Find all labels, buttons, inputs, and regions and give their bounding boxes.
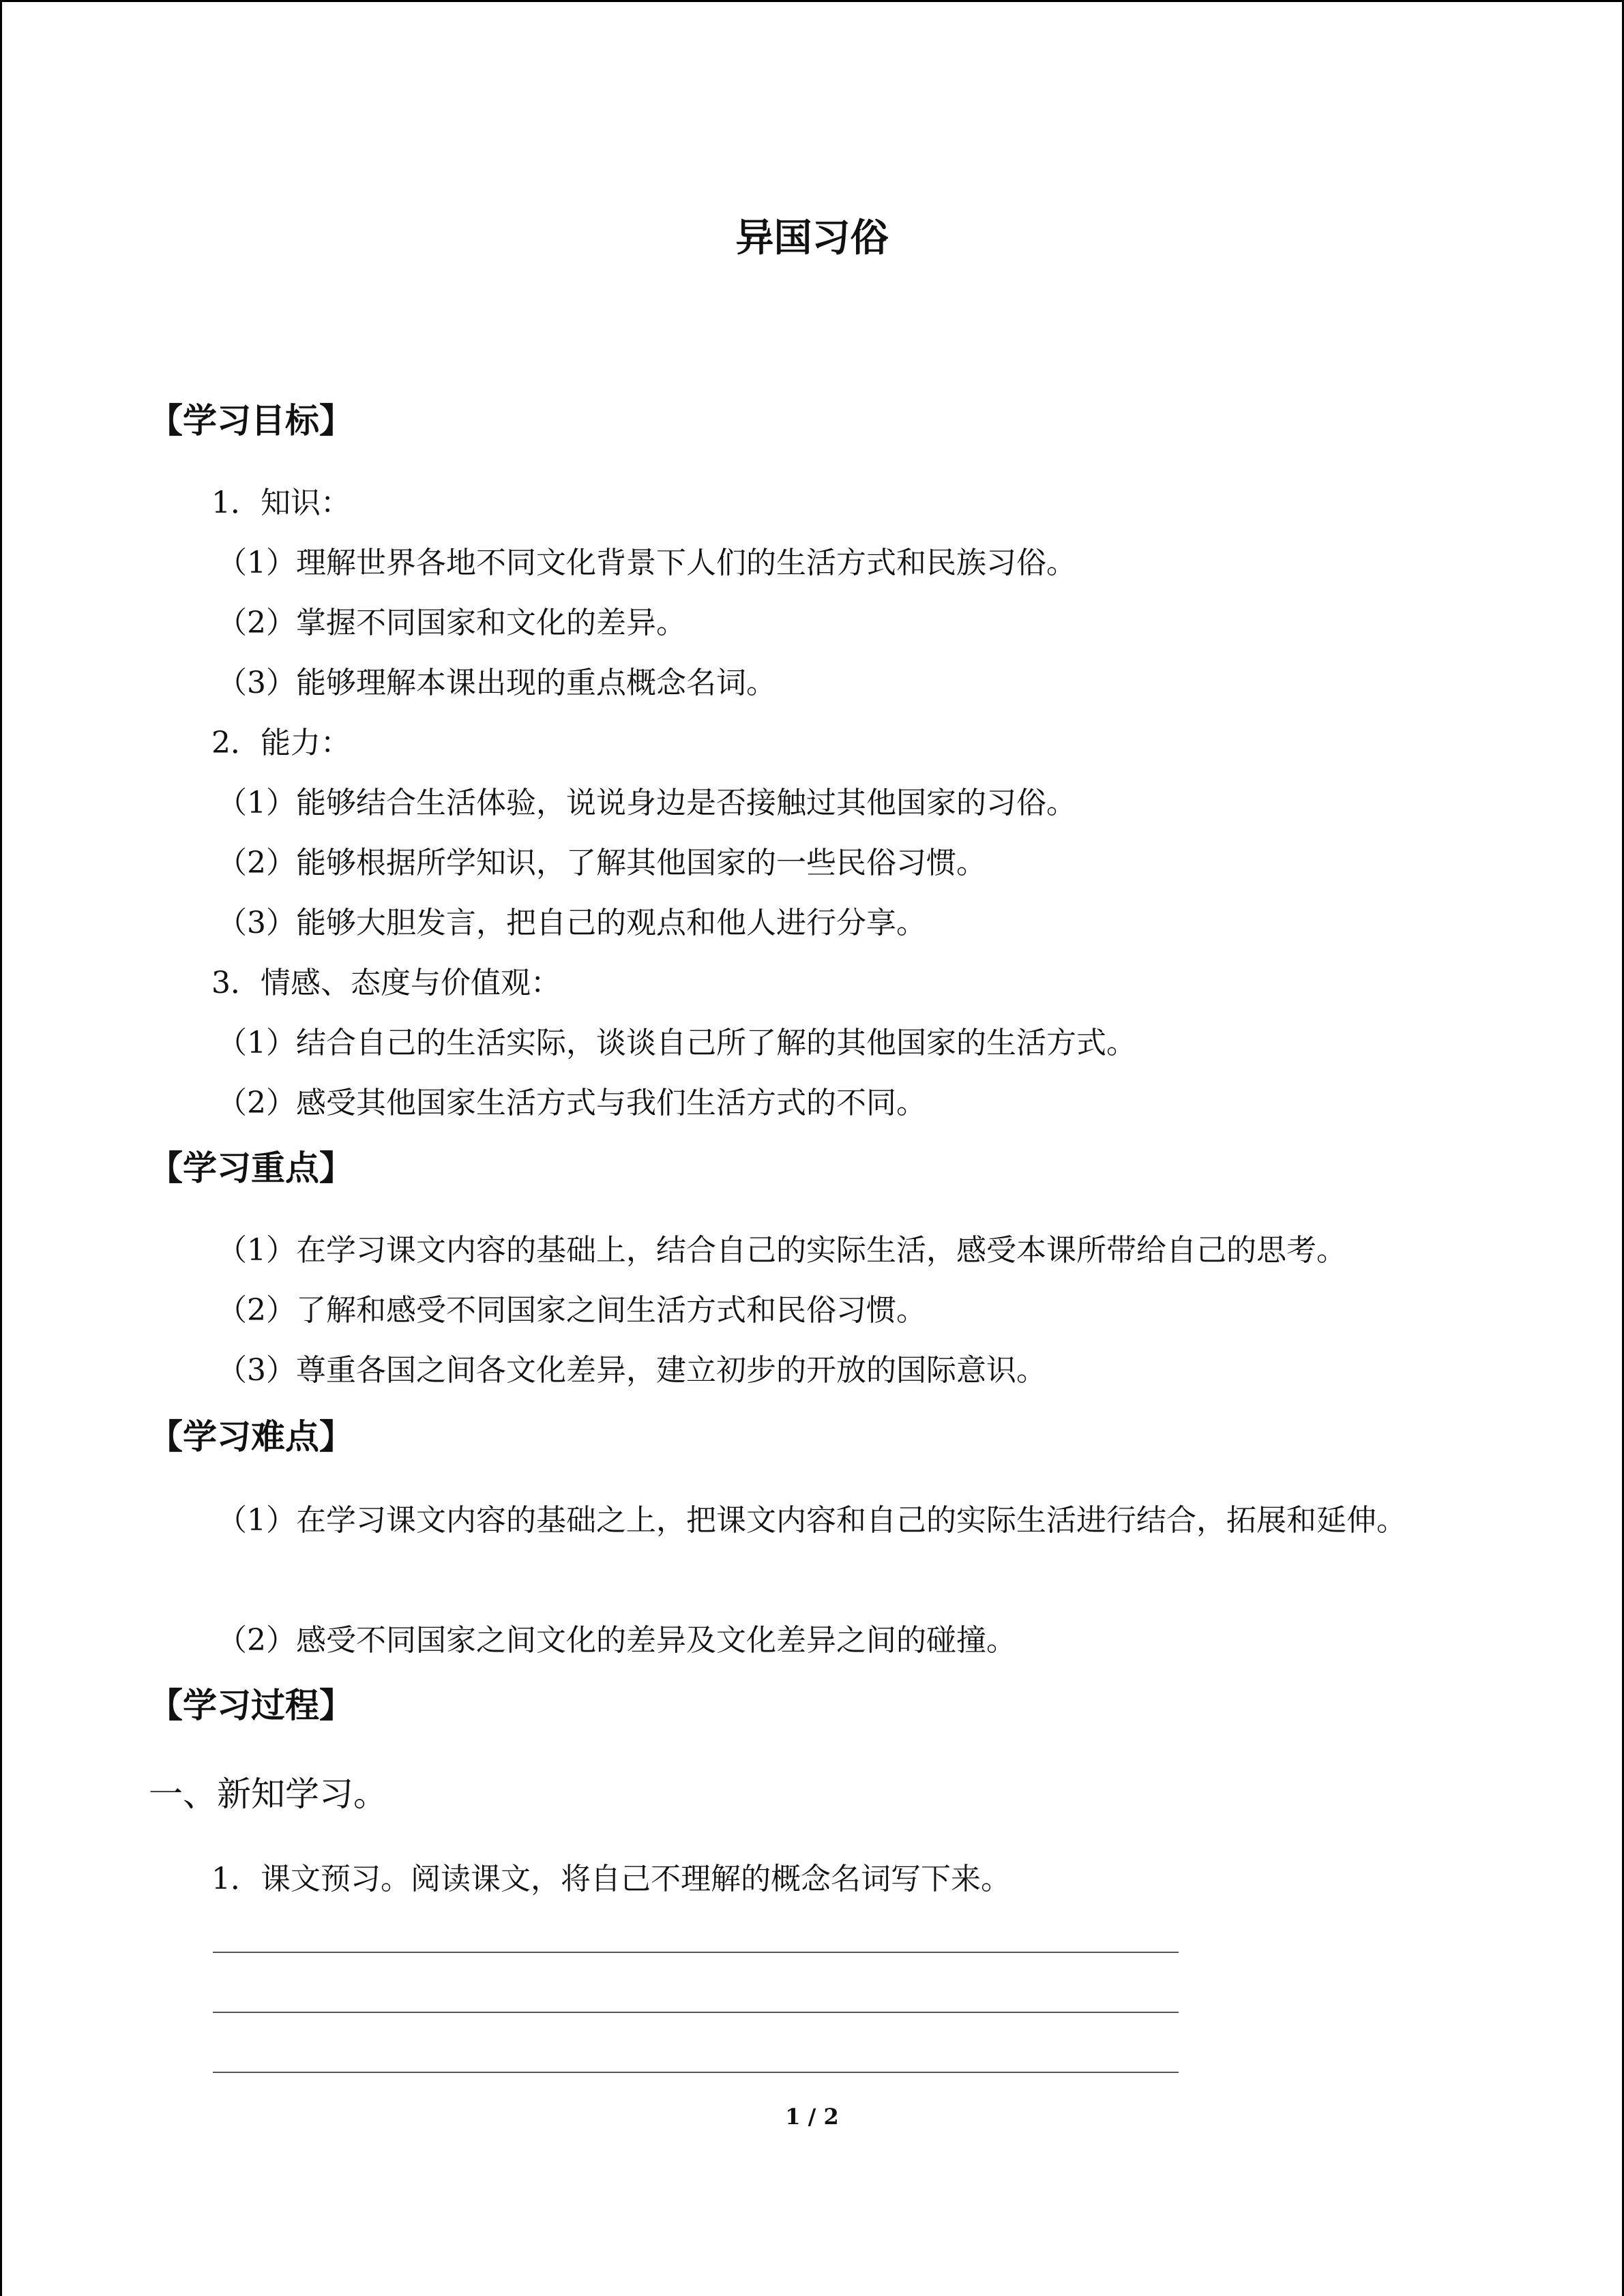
key-point-line: （2）了解和感受不同国家之间生活方式和民俗习惯。 [217,1293,926,1328]
goal-line: （2）能够根据所学知识，了解其他国家的一些民俗习惯。 [217,846,986,880]
goal-line: 1．知识： [211,486,351,520]
goal-line: （3）能够理解本课出现的重点概念名词。 [217,666,776,700]
goal-line: （3）能够大胆发言，把自己的观点和他人进行分享。 [217,906,926,940]
document-title: 异国习俗 [735,216,889,260]
section-heading-difficulties: 【学习难点】 [149,1417,353,1457]
key-point-line: （1）在学习课文内容的基础上，结合自己的实际生活，感受本课所带给自己的思考。 [217,1233,1346,1268]
section-heading-key-points: 【学习重点】 [149,1148,353,1188]
difficulty-text: （1）在学习课文内容的基础之上，把课文内容和自己的实际生活进行结合，拓展和延伸。 [217,1503,1406,1538]
goal-line: （2）感受其他国家生活方式与我们生活方式的不同。 [217,1086,926,1120]
goal-line: （1）结合自己的生活实际，谈谈自己所了解的其他国家的生活方式。 [217,1026,1136,1060]
goal-line: （1）能够结合生活体验，说说身边是否接触过其他国家的习俗。 [217,786,1076,820]
page-number: 1 / 2 [785,2104,839,2130]
task-one-text: 1．课文预习。阅读课文，将自己不理解的概念名词写下来。 [211,1862,1011,1896]
goal-line: （2）掌握不同国家和文化的差异。 [217,606,686,640]
goal-line: 3．情感、态度与价值观： [211,966,561,1000]
part-one-heading: 一、新知学习。 [149,1774,387,1814]
goal-line: 2．能力： [211,726,351,760]
page-border-left [0,0,2,2296]
difficulty-line: （2）感受不同国家之间文化的差异及文化差异之间的碰撞。 [217,1623,1016,1658]
section-heading-goals: 【学习目标】 [149,401,353,441]
page-border-top [0,0,1624,2]
goal-line: （1）理解世界各地不同文化背景下人们的生活方式和民族习俗。 [217,546,1076,580]
key-point-line: （3）尊重各国之间各文化差异，建立初步的开放的国际意识。 [217,1353,1046,1388]
section-heading-process: 【学习过程】 [149,1686,353,1725]
answer-line[interactable] [213,2012,1179,2013]
answer-line[interactable] [213,2072,1179,2073]
difficulty-paragraph [149,1489,1445,1552]
answer-line[interactable] [213,1952,1179,1953]
